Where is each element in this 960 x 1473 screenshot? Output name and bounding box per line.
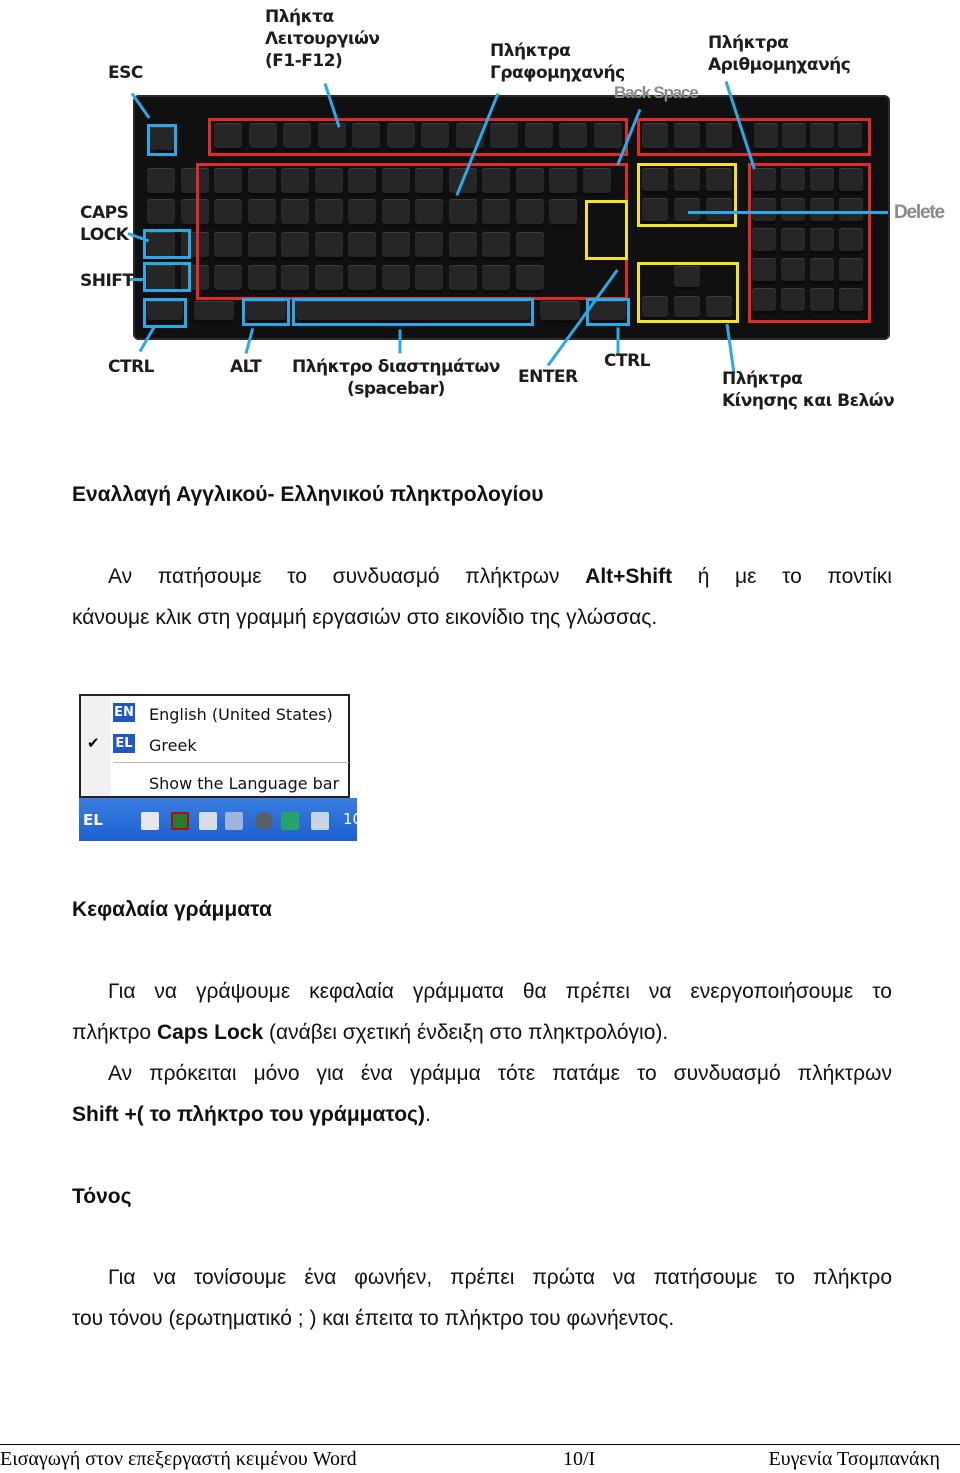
- tray-keyboard-icon[interactable]: [141, 812, 159, 830]
- menu-item-english[interactable]: English (United States): [149, 705, 333, 724]
- word: ένα: [360, 1062, 393, 1085]
- section-accent-paragraph: [72, 1257, 892, 1339]
- footer-author: Ευγενία Τσομπανάκη: [768, 1448, 940, 1470]
- word: το: [872, 980, 892, 1003]
- word: με: [735, 565, 757, 588]
- word: πρέπει: [565, 980, 630, 1003]
- shift-label: SHIFT: [80, 271, 134, 291]
- word: το: [782, 565, 802, 588]
- word: το: [636, 1062, 657, 1085]
- word: να: [612, 1266, 636, 1289]
- paragraph-line: του τόνου (ερωτηματικό ; ) και έπειτα το πλήκτρο του φωνήεντος.: [72, 1307, 675, 1330]
- numeric-keys-label: Πλήκτρα Αριθμομηχανής: [708, 33, 851, 75]
- tray-network-error-icon[interactable]: [199, 812, 217, 830]
- spacebar-label: Πλήκτρο διαστημάτων (spacebar): [292, 357, 500, 399]
- word: Για: [108, 1266, 136, 1289]
- shift-combo-term: Shift +( το πλήκτρο του γράμματος): [72, 1103, 425, 1126]
- ctrl-left-highlight: [143, 298, 187, 328]
- word: να: [648, 980, 672, 1003]
- paragraph-line: [72, 1053, 892, 1094]
- enter-highlight: [585, 200, 628, 260]
- checkmark-icon: ✔: [87, 734, 100, 752]
- word: ένα: [304, 1266, 337, 1289]
- keyboard-key: [540, 301, 580, 323]
- enter-label: ENTER: [518, 367, 578, 387]
- backspace-label: Back Space: [614, 83, 698, 102]
- paragraph-line: [72, 971, 892, 1012]
- shift-highlight: [143, 262, 191, 292]
- word: τότε: [497, 1062, 536, 1085]
- tray-speaker-icon[interactable]: [255, 812, 273, 830]
- word: γράμματα: [412, 980, 504, 1003]
- paragraph-line: κάνουμε κλικ στη γραμμή εργασιών στο εικονίδιο της γλώσσας.: [72, 606, 658, 629]
- word: συνδυασμό: [673, 1062, 781, 1085]
- keyboard-key: [194, 301, 234, 323]
- word: Alt+Shift: [585, 565, 673, 588]
- word: Αν: [108, 1062, 133, 1085]
- language-menu: [79, 694, 350, 798]
- language-badge-el: EL: [113, 734, 135, 753]
- spacebar-arrow: [399, 330, 402, 354]
- word: πλήκτρο: [812, 1266, 892, 1289]
- ctrl-right-label: CTRL: [604, 351, 650, 371]
- footer-page-number: 10/I: [563, 1448, 596, 1470]
- word: φωνήεν,: [354, 1266, 433, 1289]
- text-run: (ανάβει σχετική ένδειξη στο πληκτρολόγιο).: [263, 1021, 669, 1044]
- word: τονίσουμε: [193, 1266, 287, 1289]
- esc-label: ESC: [108, 63, 143, 83]
- word: να: [153, 1266, 177, 1289]
- ctrl-left-label: CTRL: [108, 357, 154, 377]
- tray-security-icon[interactable]: [311, 812, 329, 830]
- function-keys-highlight: [208, 118, 628, 156]
- word: για: [316, 1062, 344, 1085]
- word: πλήκτρων: [797, 1062, 892, 1085]
- alt-highlight: [242, 298, 290, 326]
- word: γράμμα: [409, 1062, 481, 1085]
- typing-keys-label: Πλήκτρα Γραφομηχανής: [490, 41, 625, 83]
- keyboard-figure: [0, 0, 960, 430]
- keyboard-key: [147, 199, 175, 227]
- paragraph-line: [72, 1257, 892, 1298]
- paragraph-line: [72, 1094, 892, 1135]
- word: πρόκειται: [149, 1062, 237, 1085]
- paragraph-line: [72, 1012, 892, 1053]
- section-capitals-paragraph: [72, 971, 892, 1135]
- spacebar-highlight: [292, 298, 534, 326]
- footer-title: Εισαγωγή στον επεξεργαστή κειμένου Word: [0, 1448, 357, 1470]
- word: κεφαλαία: [309, 980, 394, 1003]
- caps-lock-highlight: [143, 229, 191, 259]
- caps-lock-label: CAPS LOCK: [80, 203, 129, 245]
- section-heading-accent: Τόνος: [72, 1185, 132, 1208]
- word: Για: [108, 980, 136, 1003]
- word: να: [154, 980, 178, 1003]
- caps-lock-term: Caps Lock: [156, 1021, 264, 1044]
- menu-item-greek[interactable]: Greek: [149, 736, 197, 755]
- nav-keys-label: Πλήκτρα Κίνησης και Βελών: [722, 369, 895, 411]
- taskbar: [79, 798, 363, 841]
- taskbar-language-indicator[interactable]: EL: [83, 811, 103, 829]
- word: το: [287, 565, 307, 588]
- language-menu-screenshot: [79, 694, 363, 841]
- tray-clock[interactable]: 10: [343, 810, 363, 828]
- word: πατήσουμε: [653, 1266, 758, 1289]
- esc-highlight: [147, 124, 177, 156]
- word: το: [775, 1266, 795, 1289]
- function-keys-label: Πλήκτα Λειτουργιών (F1-F12): [265, 7, 380, 71]
- word: πλήκτρων: [465, 565, 560, 588]
- numeric-keypad-highlight: [748, 163, 871, 323]
- top-right-keys-highlight: [637, 118, 871, 156]
- edit-keys-highlight: [637, 163, 737, 227]
- language-badge-en: EN: [114, 705, 134, 720]
- word: πατάμε: [552, 1062, 620, 1085]
- word: θα: [522, 980, 547, 1003]
- menu-item-show-language-bar[interactable]: Show the Language bar: [149, 774, 340, 793]
- section-language-paragraph: [72, 556, 892, 638]
- alt-label: ALT: [230, 357, 262, 377]
- text-run: πλήκτρο: [72, 1021, 157, 1044]
- keyboard-key: [147, 168, 175, 196]
- arrow-keys-highlight: [637, 262, 739, 323]
- tray-network-icon[interactable]: [225, 812, 243, 830]
- word: μόνο: [253, 1062, 300, 1085]
- word: γράψουμε: [196, 980, 291, 1003]
- word: πρώτα: [532, 1266, 595, 1289]
- section-heading-capitals: Κεφαλαία γράμματα: [72, 898, 272, 921]
- word: ή: [697, 565, 710, 588]
- word: ενεργοποιήσουμε: [690, 980, 854, 1003]
- word: συνδυασμό: [332, 565, 440, 588]
- word: Αν: [108, 565, 133, 588]
- section-heading-language: Εναλλαγή Αγγλικού- Ελληνικού πληκτρολογίου: [72, 483, 544, 506]
- typing-keys-highlight: [196, 163, 628, 300]
- page-footer: [0, 1444, 960, 1473]
- word: πρέπει: [450, 1266, 515, 1289]
- word: ποντίκι: [827, 565, 892, 588]
- delete-label: Delete: [894, 202, 944, 223]
- tray-meter-icon[interactable]: [171, 812, 189, 830]
- paragraph-line: [72, 556, 892, 597]
- tray-app-icon[interactable]: [281, 812, 299, 830]
- word: πατήσουμε: [157, 565, 262, 588]
- text-run: .: [424, 1103, 431, 1126]
- delete-arrow: [688, 211, 888, 214]
- menu-separator: [113, 762, 349, 763]
